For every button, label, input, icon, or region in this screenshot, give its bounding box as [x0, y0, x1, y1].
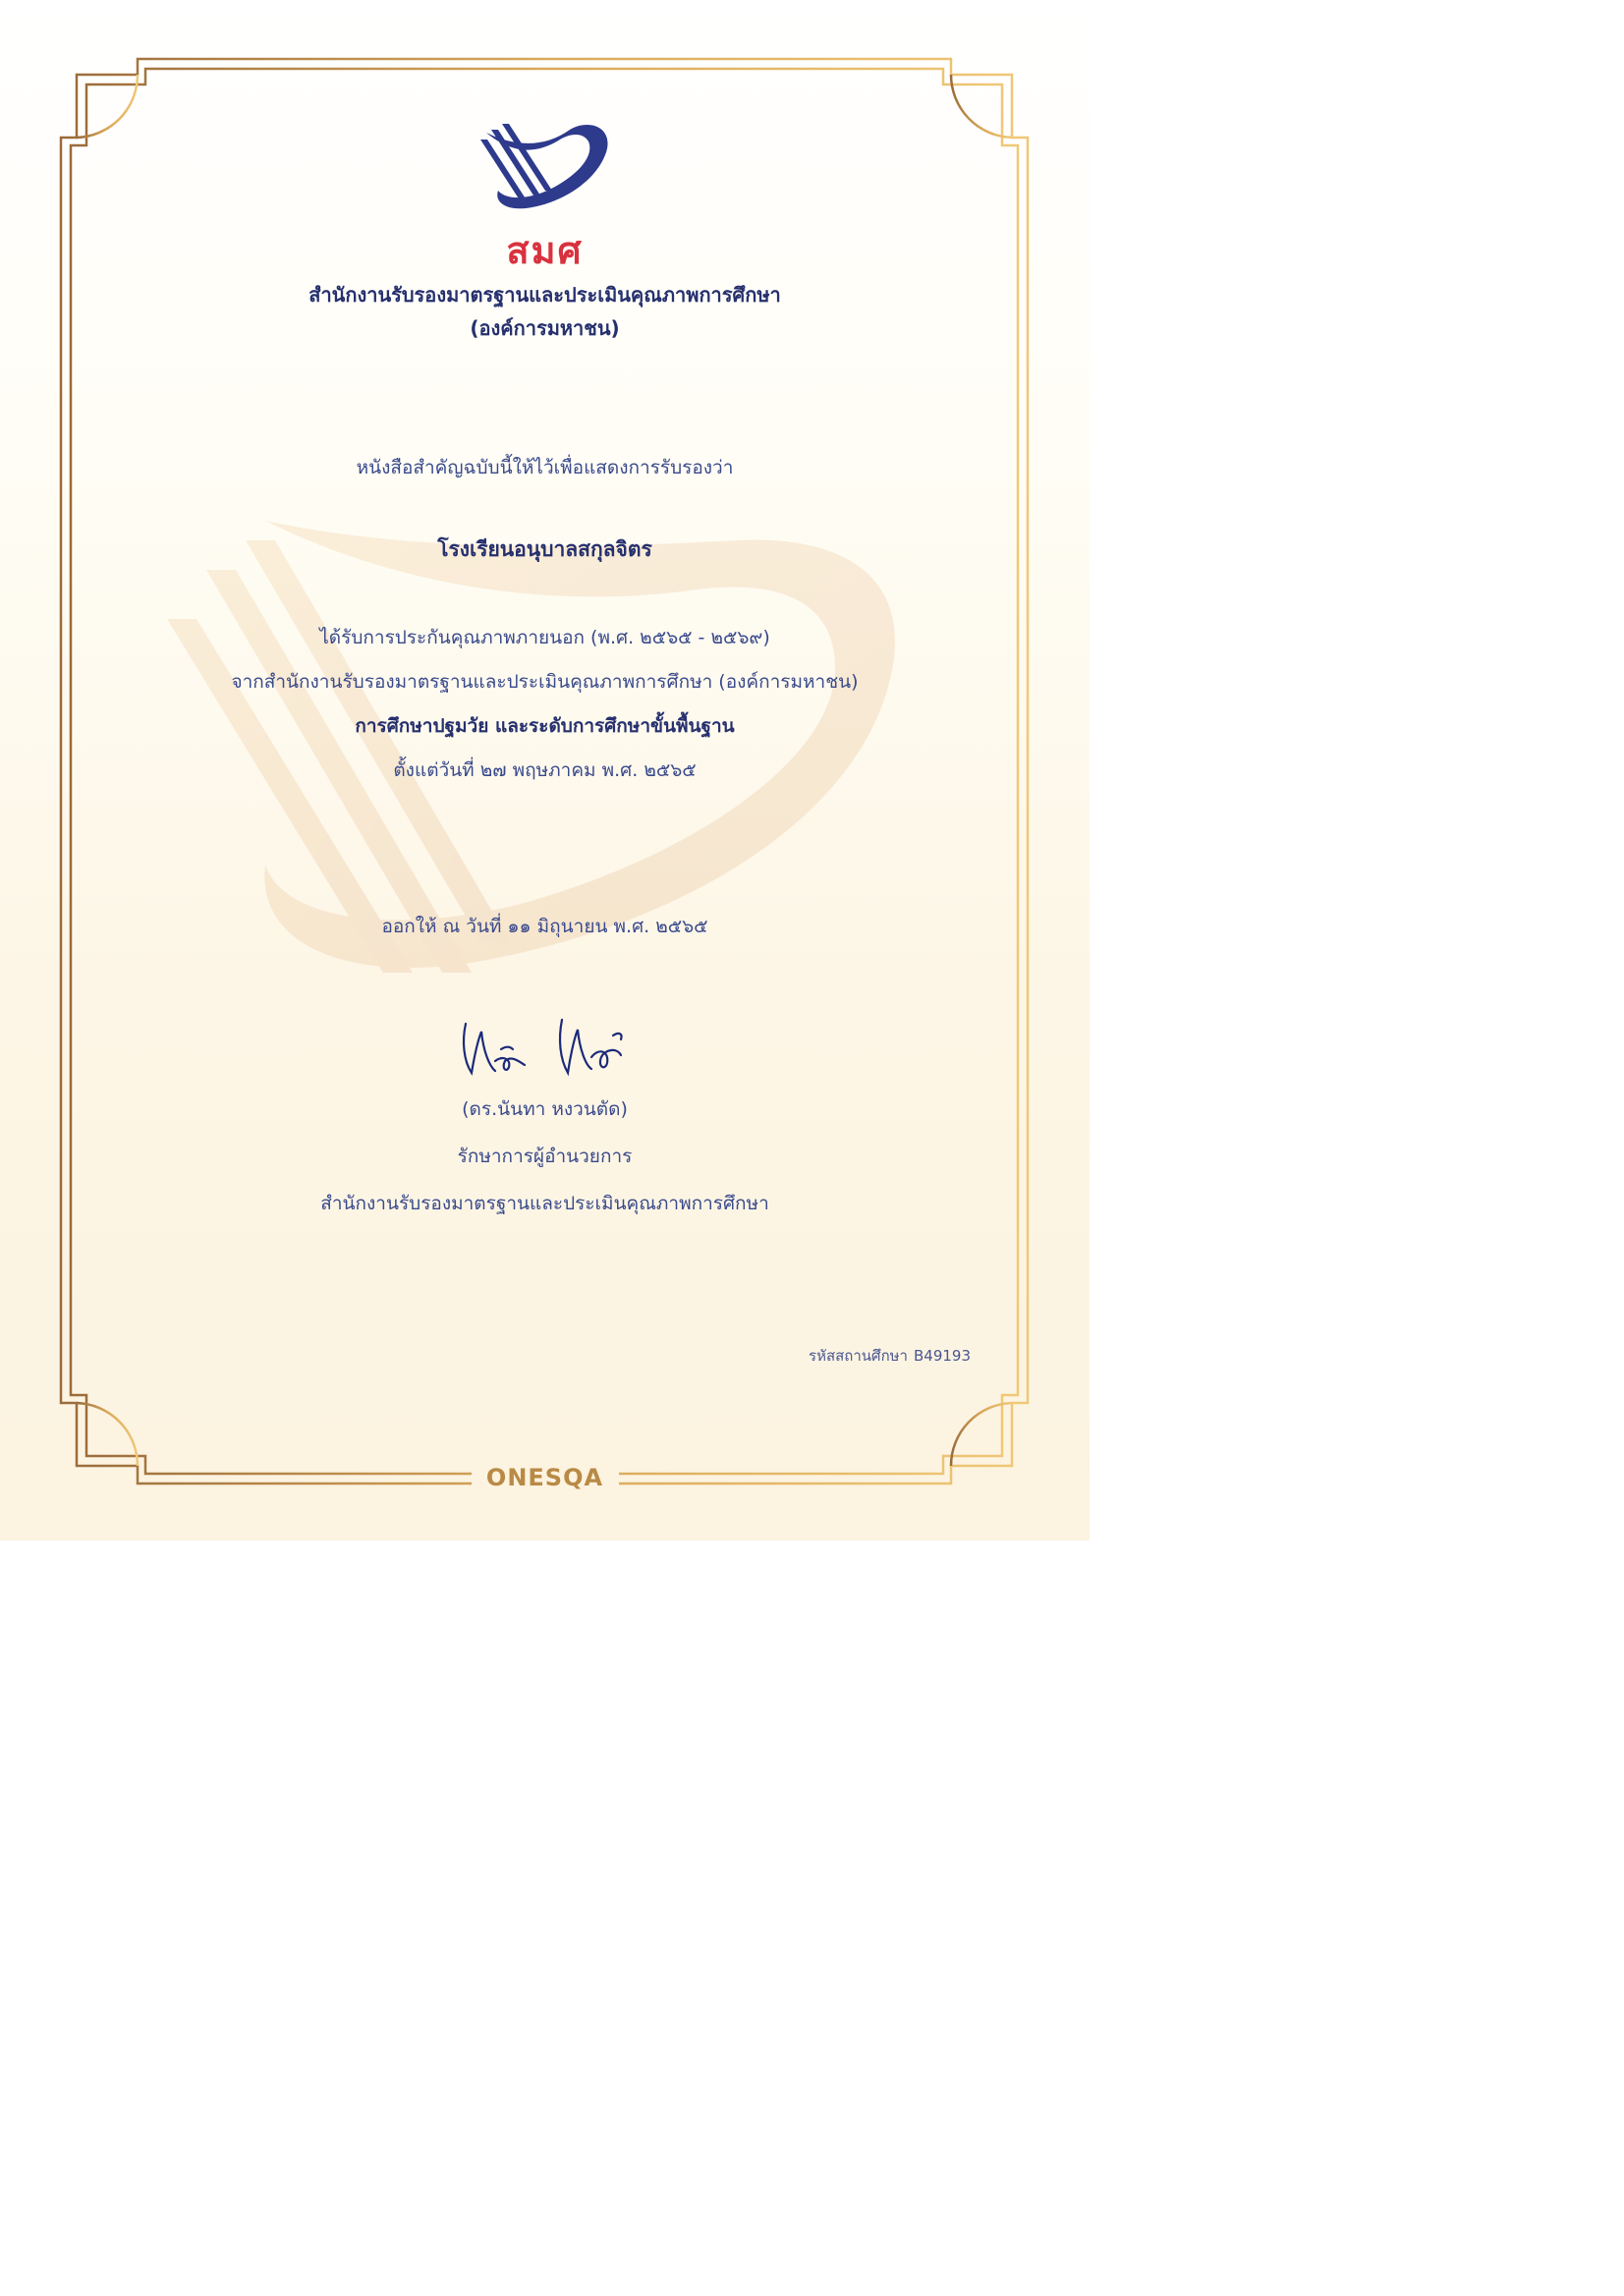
certificate-intro: หนังสือสำคัญฉบับนี้ให้ไว้เพื่อแสดงการรับรองว่า [356, 457, 734, 478]
brand-wordmark: สมศ [506, 229, 584, 272]
footer-brand: ONESQA [485, 1464, 604, 1491]
school-code [803, 1344, 971, 1368]
certificate-body-line: ได้รับการประกันคุณภาพภายนอก (พ.ศ. ๒๕๖๕ - ๒๕๖๙) [319, 627, 770, 648]
school-code-value: B49193 [913, 1347, 971, 1365]
certificate-page [0, 0, 1090, 1540]
certificate-body-line: จากสำนักงานรับรองมาตรฐานและประเมินคุณภาพการศึกษา (องค์การมหาชน) [231, 671, 859, 693]
issued-date: ออกให้ ณ วันที่ ๑๑ มิถุนายน พ.ศ. ๒๕๖๕ [381, 916, 708, 937]
school-name: โรงเรียนอนุบาลสกุลจิตร [437, 537, 652, 561]
school-code-label: รหัสสถานศึกษา [809, 1347, 908, 1365]
certificate-level: การศึกษาปฐมวัย และระดับการศึกษาขั้นพื้นฐาน [355, 715, 735, 737]
signer-organization: สำนักงานรับรองมาตรฐานและประเมินคุณภาพการศึกษา [320, 1193, 769, 1214]
onesqa-logo-icon [476, 118, 614, 216]
organization-type: (องค์การมหาชน) [470, 316, 620, 340]
organization-name: สำนักงานรับรองมาตรฐานและประเมินคุณภาพการศึกษา [308, 283, 781, 307]
signature-graphic [452, 1012, 639, 1081]
signer-name: (ดร.นันทา หงวนตัด) [462, 1098, 628, 1120]
certificate-effective-date: ตั้งแต่วันที่ ๒๗ พฤษภาคม พ.ศ. ๒๕๖๕ [393, 759, 697, 781]
signer-role: รักษาการผู้อำนวยการ [457, 1146, 633, 1167]
